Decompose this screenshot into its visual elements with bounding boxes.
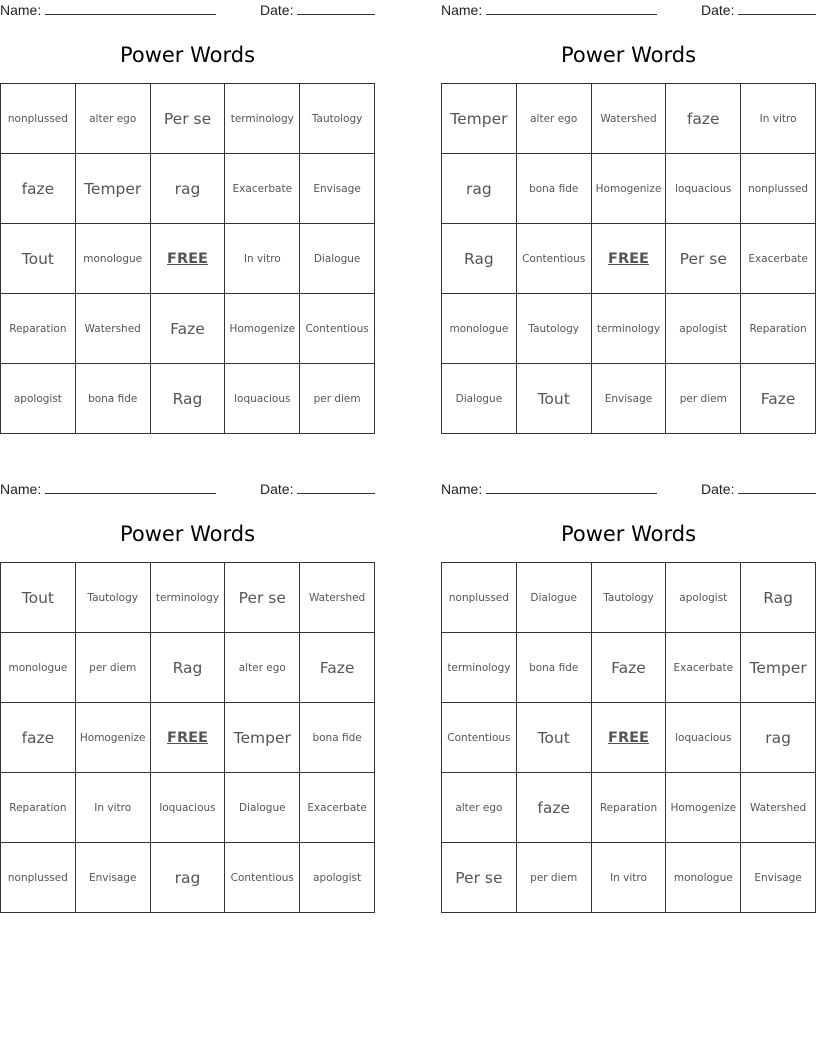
name-label: Name: [0,2,42,18]
bingo-cell[interactable]: Faze [741,364,816,434]
bingo-grid [441,83,816,434]
bingo-cell[interactable]: Tout [516,703,591,773]
name-field[interactable] [0,2,216,18]
bingo-cell[interactable]: Envisage [741,843,816,913]
bingo-cell[interactable]: Exacerbate [225,154,300,224]
bingo-cell[interactable]: bona fide [300,703,375,773]
bingo-cell[interactable]: alter ego [225,633,300,703]
bingo-cell[interactable]: Envisage [75,843,150,913]
free-space[interactable]: FREE [150,703,225,773]
bingo-cell[interactable]: Tautology [300,84,375,154]
date-field[interactable] [701,481,816,497]
bingo-grid [441,562,816,913]
grid-row [1,703,375,773]
bingo-cell[interactable]: per diem [75,633,150,703]
name-blank[interactable] [486,481,657,494]
bingo-cell[interactable]: loquacious [225,364,300,434]
bingo-cell[interactable]: Rag [442,224,517,294]
bingo-cell[interactable]: Watershed [591,84,666,154]
card-title: Power Words [119,522,256,546]
bingo-cell[interactable]: loquacious [666,703,741,773]
bingo-cell[interactable]: Per se [225,563,300,633]
bingo-cell[interactable]: per diem [516,843,591,913]
bingo-cell[interactable]: rag [150,843,225,913]
bingo-cell[interactable]: In vitro [741,84,816,154]
name-field[interactable] [0,481,216,497]
bingo-cell[interactable]: Faze [591,633,666,703]
bingo-cell[interactable]: In vitro [225,224,300,294]
grid-row [442,843,816,913]
bingo-cell[interactable]: Rag [741,563,816,633]
name-field[interactable] [441,481,657,497]
bingo-cell[interactable]: Dialogue [225,773,300,843]
bingo-cell[interactable]: Exacerbate [300,773,375,843]
bingo-cell[interactable]: bona fide [75,364,150,434]
free-space[interactable]: FREE [150,224,225,294]
bingo-cell[interactable]: Contentious [225,843,300,913]
bingo-cell[interactable]: Watershed [75,294,150,364]
bingo-cell[interactable]: apologist [666,563,741,633]
bingo-cell[interactable]: nonplussed [741,154,816,224]
name-label: Name: [0,481,42,497]
bingo-cell[interactable]: Temper [442,84,517,154]
date-field[interactable] [260,2,375,18]
date-blank[interactable] [297,481,375,494]
grid-row [1,364,375,434]
grid-row [442,563,816,633]
bingo-cell[interactable]: Reparation [741,294,816,364]
card-title: Power Words [560,522,697,546]
bingo-cell[interactable]: loquacious [150,773,225,843]
bingo-cell[interactable]: Temper [75,154,150,224]
grid-row [442,154,816,224]
grid-row [442,633,816,703]
bingo-cell[interactable]: loquacious [666,154,741,224]
bingo-cell[interactable]: Tautology [75,563,150,633]
bingo-cell[interactable]: apologist [1,364,76,434]
name-field[interactable] [441,2,657,18]
bingo-cell[interactable]: faze [666,84,741,154]
bingo-cell[interactable]: Tautology [591,563,666,633]
card-title: Power Words [560,43,697,67]
date-blank[interactable] [738,481,816,494]
name-blank[interactable] [486,2,657,15]
grid-row [1,154,375,224]
bingo-cell[interactable]: Rag [150,633,225,703]
bingo-cell[interactable]: rag [442,154,517,224]
bingo-cell[interactable]: nonplussed [1,843,76,913]
bingo-cell[interactable]: Tautology [516,294,591,364]
bingo-cell[interactable]: faze [1,703,76,773]
bingo-cell[interactable]: Per se [666,224,741,294]
bingo-cell[interactable]: per diem [666,364,741,434]
bingo-cell[interactable]: monologue [666,843,741,913]
bingo-cell[interactable]: per diem [300,364,375,434]
bingo-cell[interactable]: Exacerbate [741,224,816,294]
bingo-card-4 [441,479,816,914]
free-space[interactable]: FREE [591,703,666,773]
bingo-cell[interactable]: Watershed [300,563,375,633]
bingo-cell[interactable]: Contentious [442,703,517,773]
bingo-grid [0,562,375,913]
bingo-cell[interactable]: faze [1,154,76,224]
bingo-cell[interactable]: Envisage [300,154,375,224]
bingo-cell[interactable]: Tout [516,364,591,434]
bingo-cell[interactable]: terminology [225,84,300,154]
bingo-cell[interactable]: Dialogue [300,224,375,294]
grid-row [1,563,375,633]
grid-row [1,773,375,843]
bingo-cell[interactable]: Per se [442,843,517,913]
date-label: Date: [260,2,294,18]
bingo-cell[interactable]: Temper [225,703,300,773]
bingo-cell[interactable]: alter ego [442,773,517,843]
grid-row [1,294,375,364]
bingo-cell[interactable]: Temper [741,633,816,703]
bingo-cell[interactable]: Homogenize [591,154,666,224]
bingo-card-1 [0,0,375,435]
bingo-cell[interactable]: rag [150,154,225,224]
bingo-cell[interactable]: Per se [150,84,225,154]
name-blank[interactable] [45,481,216,494]
date-field[interactable] [701,2,816,18]
date-label: Date: [701,2,735,18]
bingo-cell[interactable]: Homogenize [225,294,300,364]
bingo-cell[interactable]: faze [516,773,591,843]
grid-row [442,773,816,843]
bingo-cell[interactable]: Rag [150,364,225,434]
bingo-cell[interactable]: Faze [300,633,375,703]
grid-row [1,633,375,703]
bingo-cell[interactable]: Reparation [1,294,76,364]
grid-row [442,364,816,434]
bingo-cell[interactable]: Tout [1,563,76,633]
bingo-cell[interactable]: terminology [591,294,666,364]
bingo-cell[interactable]: terminology [150,563,225,633]
bingo-cell[interactable]: nonplussed [442,563,517,633]
free-space[interactable]: FREE [591,224,666,294]
bingo-cell[interactable]: Envisage [591,364,666,434]
date-label: Date: [701,481,735,497]
bingo-cell[interactable]: Reparation [1,773,76,843]
bingo-cell[interactable]: bona fide [516,154,591,224]
grid-row [442,703,816,773]
bingo-cell[interactable]: bona fide [516,633,591,703]
date-field[interactable] [260,481,375,497]
bingo-cell[interactable]: Reparation [591,773,666,843]
bingo-card-3 [0,479,375,914]
bingo-grid [0,83,375,434]
grid-row [1,84,375,154]
grid-row [442,84,816,154]
bingo-cell[interactable]: Tout [1,224,76,294]
name-label: Name: [441,481,483,497]
date-blank[interactable] [738,2,816,15]
bingo-cell[interactable]: alter ego [75,84,150,154]
bingo-cell[interactable]: monologue [75,224,150,294]
bingo-cell[interactable]: Contentious [516,224,591,294]
bingo-cell[interactable]: rag [741,703,816,773]
grid-row [442,294,816,364]
name-label: Name: [441,2,483,18]
bingo-cell[interactable]: terminology [442,633,517,703]
bingo-cell[interactable]: Exacerbate [666,633,741,703]
bingo-cell[interactable]: Dialogue [442,364,517,434]
grid-row [442,224,816,294]
grid-row [1,843,375,913]
bingo-cell[interactable]: Faze [150,294,225,364]
bingo-cell[interactable]: Contentious [300,294,375,364]
bingo-cell[interactable]: apologist [300,843,375,913]
bingo-cell[interactable]: monologue [1,633,76,703]
bingo-cell[interactable]: In vitro [75,773,150,843]
card-title: Power Words [119,43,256,67]
bingo-cell[interactable]: In vitro [591,843,666,913]
bingo-cell[interactable]: apologist [666,294,741,364]
bingo-cell[interactable]: alter ego [516,84,591,154]
grid-row [1,224,375,294]
bingo-cell[interactable]: Homogenize [666,773,741,843]
bingo-card-2 [441,0,816,435]
name-blank[interactable] [45,2,216,15]
bingo-cell[interactable]: monologue [442,294,517,364]
date-blank[interactable] [297,2,375,15]
bingo-cell[interactable]: Homogenize [75,703,150,773]
bingo-cell[interactable]: nonplussed [1,84,76,154]
date-label: Date: [260,481,294,497]
bingo-cell[interactable]: Dialogue [516,563,591,633]
bingo-cell[interactable]: Watershed [741,773,816,843]
